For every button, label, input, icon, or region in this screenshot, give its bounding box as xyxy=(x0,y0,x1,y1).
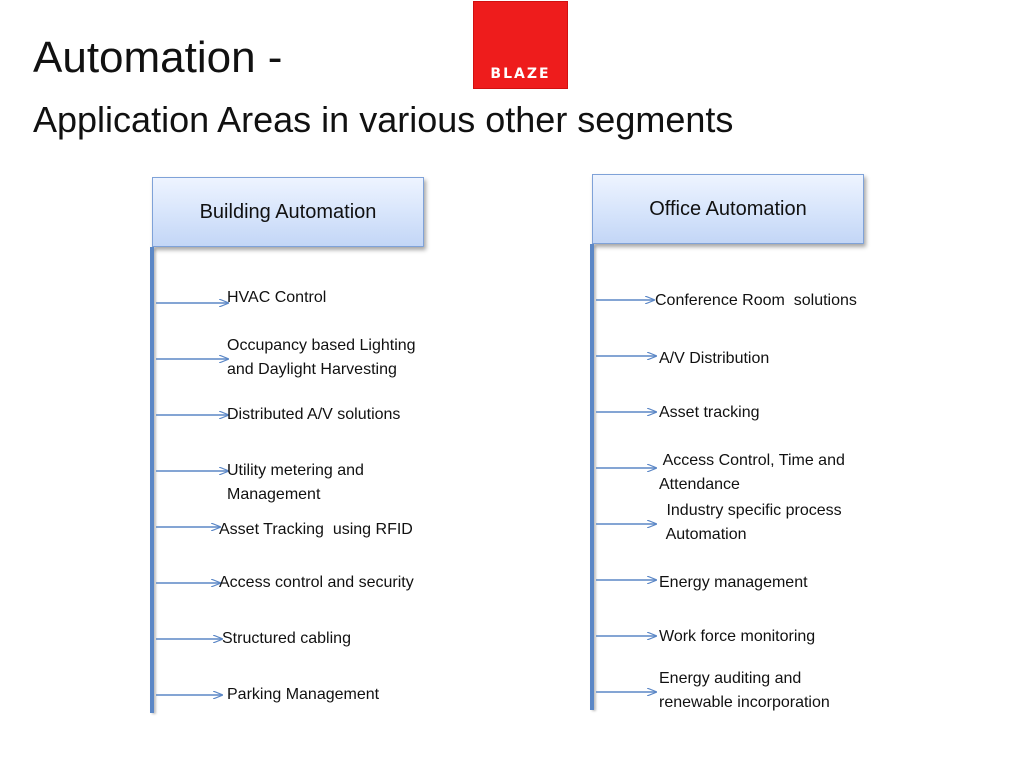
building-item-metering: Utility metering and Management xyxy=(227,462,364,503)
building-automation-header: Building Automation xyxy=(152,177,424,247)
office-item-access-control: Access Control, Time and Attendance xyxy=(659,452,845,493)
building-item-asset-tracking: Asset Tracking using RFID xyxy=(219,521,413,538)
slide-subtitle: Application Areas in various other segments xyxy=(33,99,734,140)
building-item-parking: Parking Management xyxy=(227,686,380,703)
office-item-asset-tracking: Asset tracking xyxy=(659,404,760,421)
building-item-cabling: Structured cabling xyxy=(222,630,351,647)
building-item-av: Distributed A/V solutions xyxy=(227,406,401,423)
office-item-energy-management: Energy management xyxy=(659,574,808,591)
office-item-conference: Conference Room solutions xyxy=(655,292,857,309)
building-item-lighting: Occupancy based Lighting and Daylight Harvesting xyxy=(227,337,416,378)
office-item-process-automation: Industry specific process Automation xyxy=(665,502,842,543)
building-item-hvac: HVAC Control xyxy=(227,289,327,306)
office-item-energy-auditing: Energy auditing and renewable incorporation xyxy=(659,670,830,711)
building-item-access-control: Access control and security xyxy=(219,574,414,591)
office-item-workforce: Work force monitoring xyxy=(659,628,816,645)
logo-text: BLAZE xyxy=(490,66,551,82)
office-item-av: A/V Distribution xyxy=(659,350,770,367)
office-automation-header: Office Automation xyxy=(592,174,864,244)
slide-title: Automation - xyxy=(33,33,283,82)
